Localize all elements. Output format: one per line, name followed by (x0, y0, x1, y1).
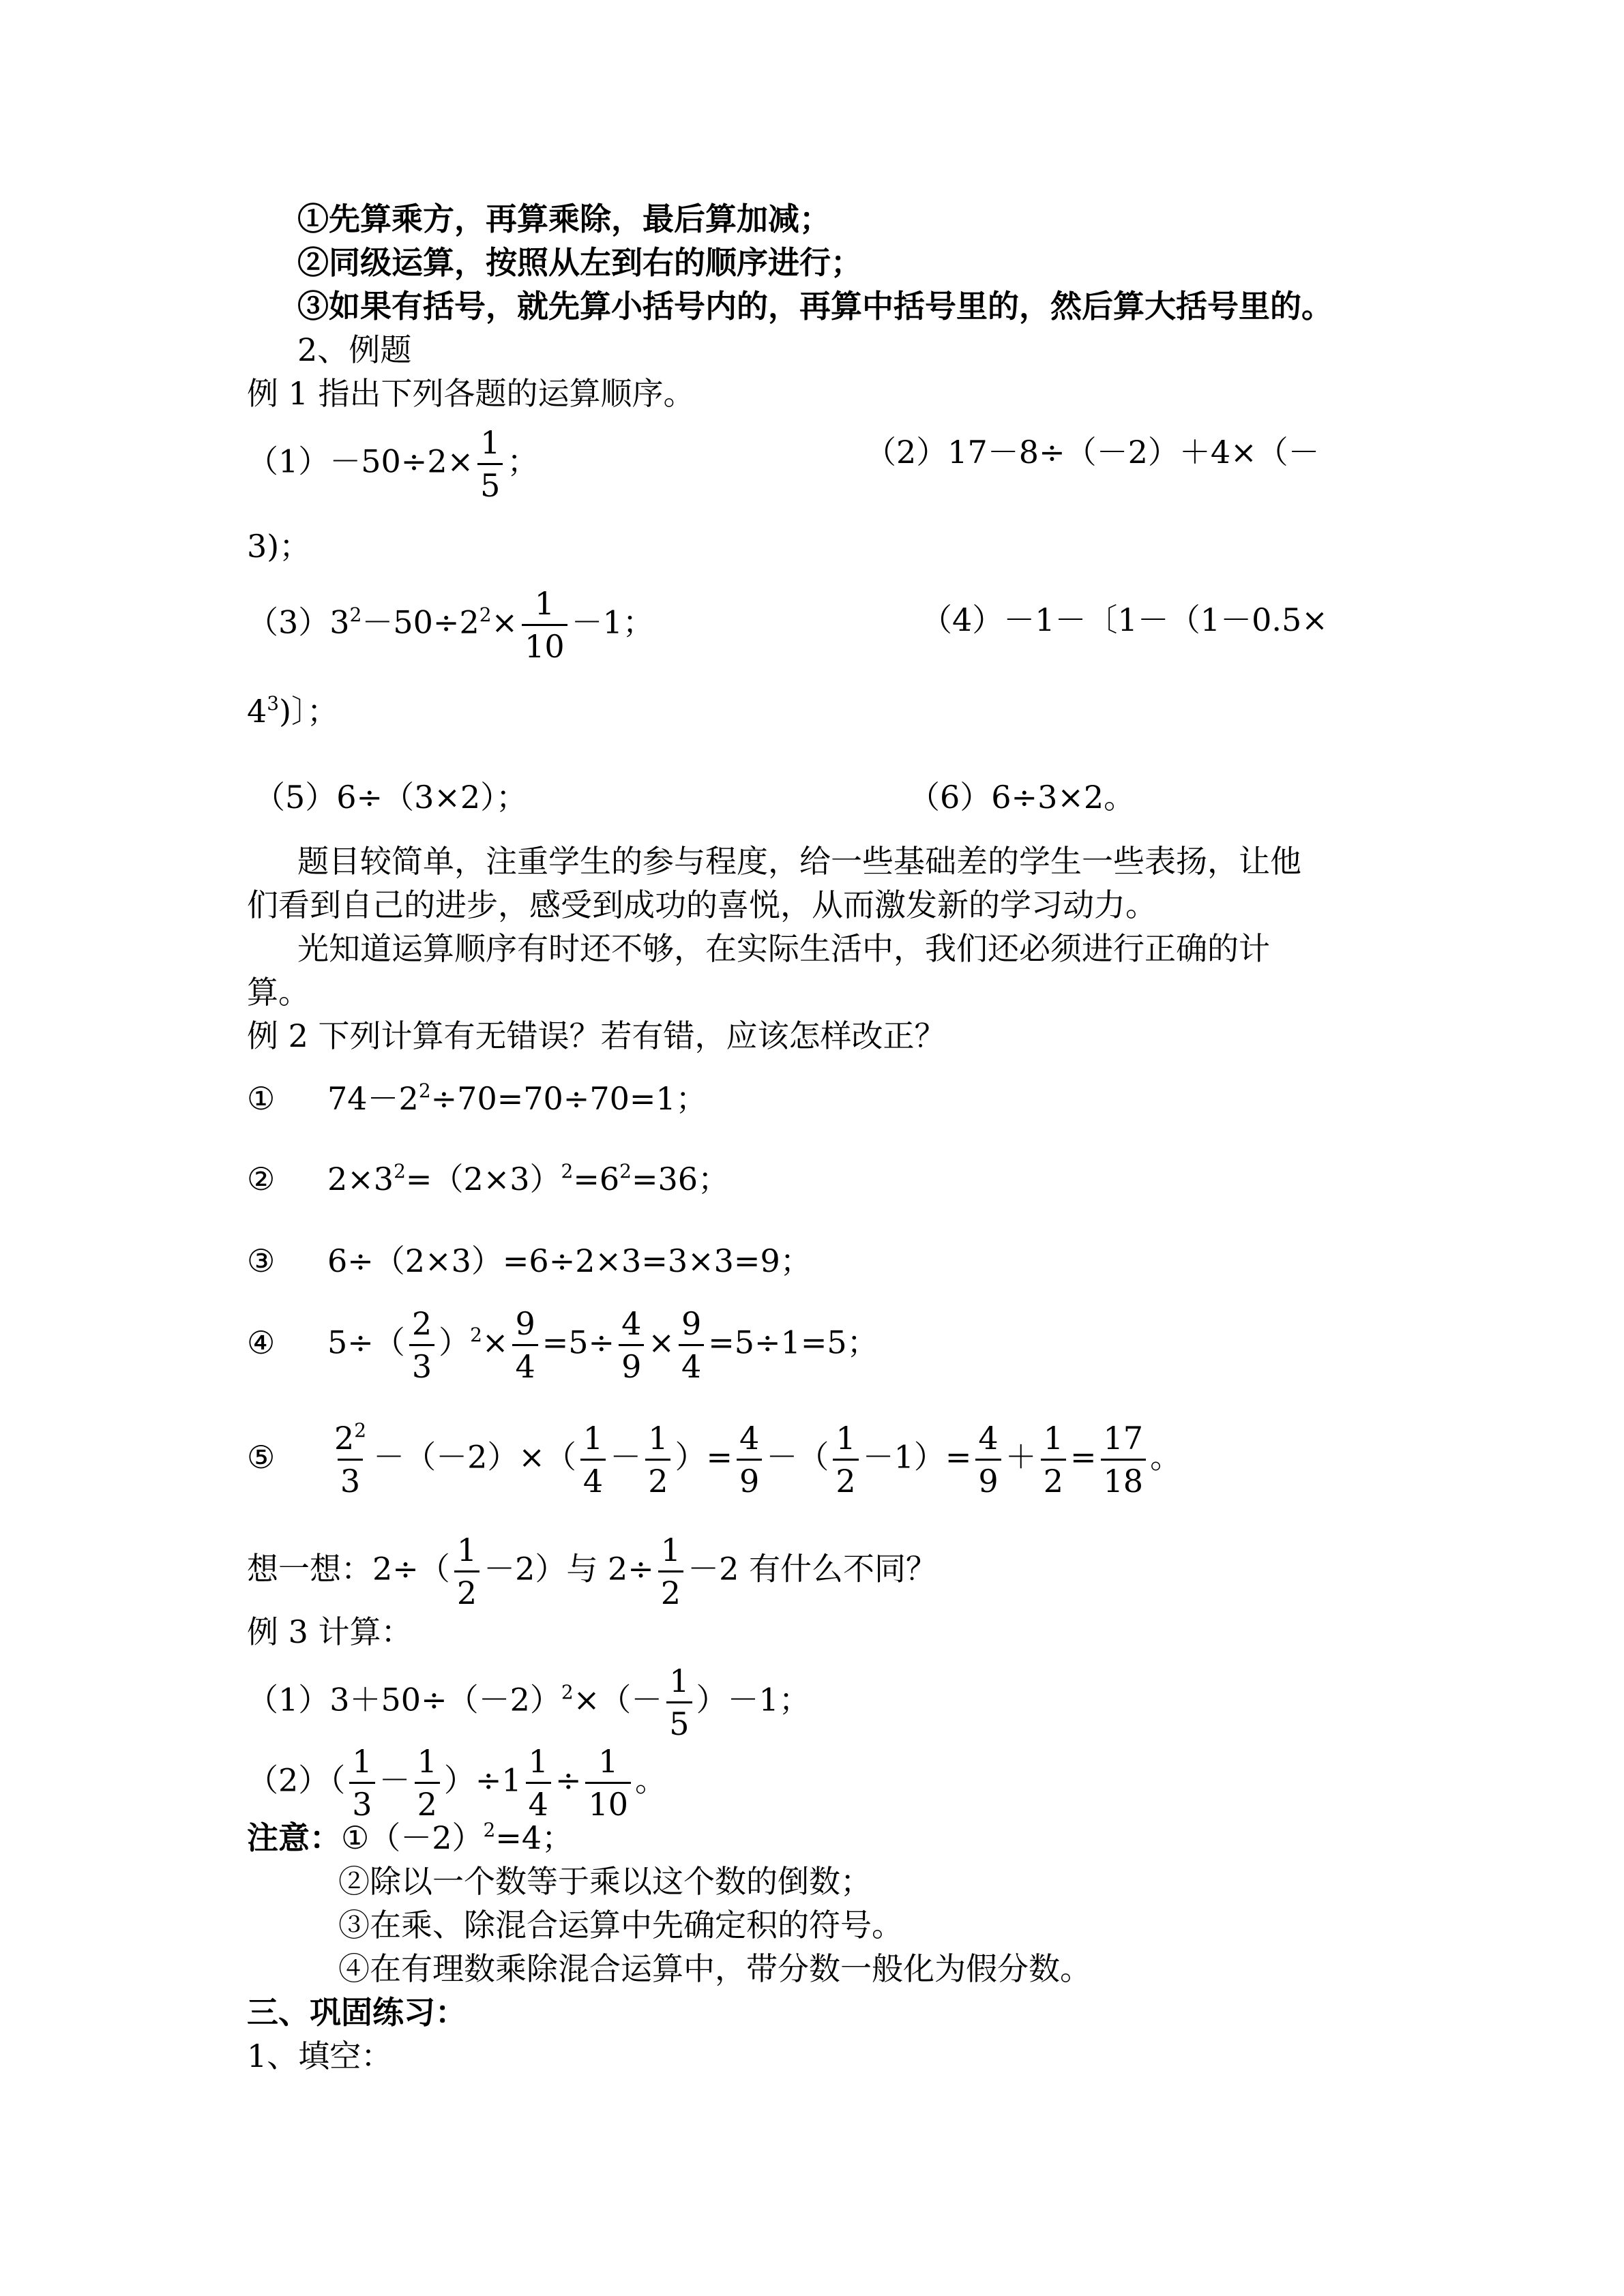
example-1-title: 例 1 指出下列各题的运算顺序。 (247, 375, 695, 412)
note-label: 注意： (247, 1819, 341, 1856)
fraction: $\frac{2^2}{3}$ (334, 1419, 367, 1500)
commentary-para-1-line-1: 题目较简单，注重学生的参与程度，给一些基础差的学生一些表扬，让他 (297, 843, 1301, 880)
ex3-problem-2: （2）（ $\frac{1}{3}$ － $\frac{1}{2}$ ）÷1 $\frac{1}{4}$ ÷ $\frac{1}{10}$ 。 (247, 1743, 667, 1823)
ex2-item-2: ② $2\times 3^2=(2\times 3)^2=6^2=36$； (247, 1160, 730, 1197)
ex3-problem-1: $(1)3+50\div(-2)^2\times(-$ $\frac{1}{5}$ ）－1； (247, 1663, 810, 1742)
example-3-title: 例 3 计算： (247, 1613, 413, 1650)
fraction: $\frac{9}{4}$ (512, 1308, 537, 1382)
ex2-item-3: ③ 6÷（2×3）=6÷2×3=3×3=9； (247, 1242, 812, 1279)
commentary-para-2-line-1: 光知道运算顺序有时还不够，在实际生活中，我们还必须进行正确的计 (297, 930, 1270, 967)
think-question: 想一想：2÷（ $\frac{1}{2}$ －2）与 2÷ $\frac{1}{2}$ －2 有什么不同？ (247, 1532, 937, 1611)
fraction: $\frac{1}{10}$ (585, 1746, 631, 1820)
fraction: $\frac{1}{5}$ (666, 1665, 692, 1740)
ex1-problem-1: （1）－50÷2× $\frac{1}{5}$ ； (247, 424, 539, 504)
fraction: $\frac{1}{10}$ (522, 588, 567, 662)
fraction: $\frac{17}{18}$ (1101, 1422, 1147, 1497)
note-2: ②除以一个数等于乘以这个数的倒数； (338, 1863, 872, 1900)
fraction: $\frac{4}{9}$ (737, 1422, 762, 1497)
rule-1: ①先算乘方，再算乘除，最后算加减； (297, 200, 831, 237)
fraction: $\frac{9}{4}$ (679, 1308, 704, 1382)
fill-in-heading: 1、填空： (247, 2038, 393, 2074)
note-1: 注意：$①(-2)^2=4$； (247, 1819, 574, 1856)
fraction: $\frac{1}{2}$ (833, 1422, 858, 1497)
fraction: $\frac{1}{2}$ (645, 1422, 670, 1497)
fraction: $\frac{4}{9}$ (975, 1422, 1001, 1497)
ex1-problem-6: （6）6÷3×2。 (909, 779, 1136, 816)
fraction: $\frac{1}{2}$ (658, 1534, 683, 1609)
rule-3: ③如果有括号，就先算小括号内的，再算中括号里的，然后算大括号里的。 (297, 288, 1333, 325)
ex2-item-4: ④ 5÷（ $\frac{2}{3}$ ）$^2$× $\frac{9}{4}$ =5÷ $\frac{4}{9}$ × $\frac{9}{4}$ =5÷1=5； (247, 1305, 879, 1385)
ex1-problem-4: （4）－1－〔1－（1－0.5× (921, 601, 1328, 638)
fraction: $\frac{1}{2}$ (1041, 1422, 1066, 1497)
commentary-para-1-line-2: 们看到自己的进步，感受到成功的喜悦，从而激发新的学习动力。 (247, 886, 1157, 923)
ex1-problem-2-continued: 3)； (247, 528, 311, 565)
fraction: $\frac{1}{3}$ (349, 1746, 374, 1820)
fraction: $\frac{2}{3}$ (409, 1308, 434, 1382)
fraction: $\frac{1}{4}$ (526, 1746, 551, 1820)
section-3-heading: 三、巩固练习： (247, 1994, 467, 2031)
fraction: $\frac{4}{9}$ (619, 1308, 644, 1382)
note-4: ④在有理数乘除混合运算中，带分数一般化为假分数。 (338, 1950, 1091, 1987)
ex1-problem-5: （5）6÷（3×2）； (254, 779, 528, 816)
example-2-title: 例 2 下列计算有无错误？若有错，应该怎样改正？ (247, 1017, 946, 1054)
ex1-problem-3: $(3)3^2-50\div 2^2\times$ $\frac{1}{10}$ －1； (247, 585, 654, 665)
fraction: $\frac{1}{2}$ (415, 1746, 440, 1820)
rule-2: ②同级运算，按照从左到右的顺序进行； (297, 244, 862, 281)
section-examples-heading: 2、例题 (297, 331, 412, 368)
fraction: $\frac{1}{2}$ (454, 1534, 479, 1609)
fraction: $\frac{1}{4}$ (580, 1422, 606, 1497)
fraction: $\frac{1}{5}$ (477, 427, 503, 501)
ex1-problem-2: （2）17－8÷（－2）＋4×（－ (865, 434, 1320, 471)
ex1-problem-4-continued: $4^3$)〕； (247, 692, 339, 730)
note-3: ③在乘、除混合运算中先确定积的符号。 (338, 1907, 903, 1943)
ex2-item-1: ① $74-2^2\div 70=70\div 70=1$； (247, 1079, 707, 1117)
ex2-item-5: ⑤ $\frac{2^2}{3}$ －（－2）×（ $\frac{1}{4}$ － $\frac{1}{2}$ ）= $\frac{4}{9}$ －（ $\frac{1}{2}$ －1）= $\frac{4}{9}$ ＋ $\frac{1}{2}$ = $\frac{17}{18}$ 。 (247, 1419, 1182, 1500)
commentary-para-2-line-2: 算。 (247, 974, 310, 1011)
